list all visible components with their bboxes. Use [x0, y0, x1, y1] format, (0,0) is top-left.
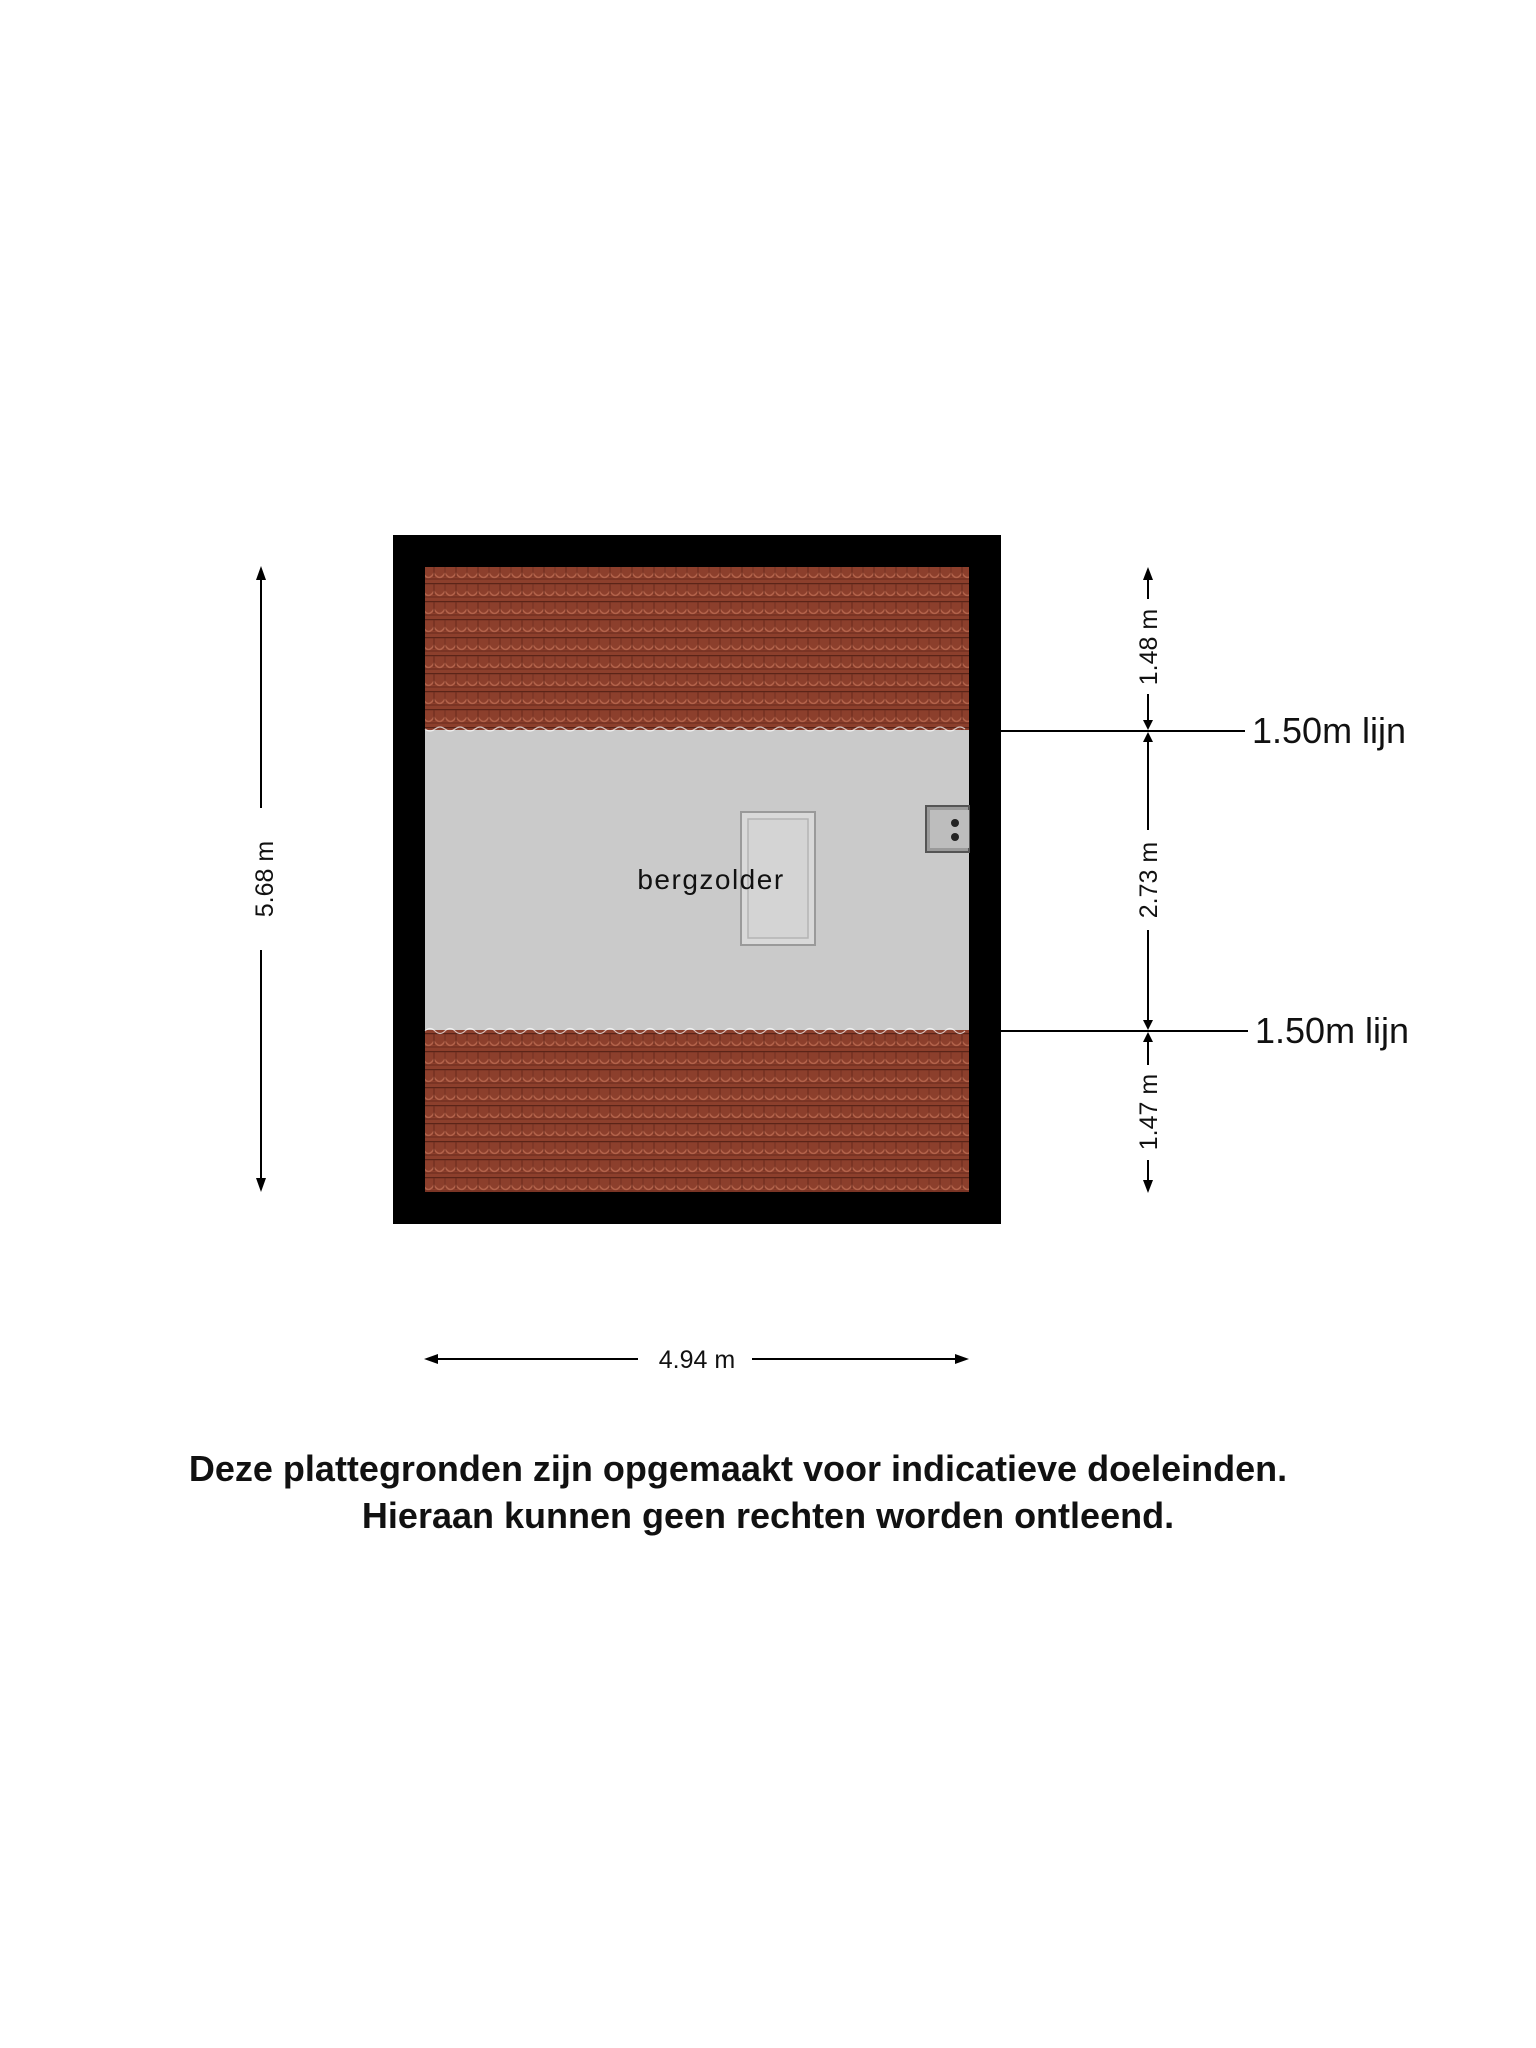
roof-tiles-bottom: [425, 1030, 969, 1192]
depth-dimension-label: 5.68 m: [251, 840, 279, 918]
disclaimer: [0, 1445, 1536, 1539]
vent-pipe-icon: [926, 806, 969, 852]
bottom-segment-label: 1.47 m: [1135, 1073, 1163, 1151]
height-line-bottom-label: 1.50m lijn: [1255, 1010, 1410, 1051]
middle-segment-label: 2.73 m: [1135, 841, 1163, 919]
height-line-top-label: 1.50m lijn: [1252, 710, 1407, 751]
disclaimer-line-1: Deze plattegronden zijn opgemaakt voor indicatieve doeleinden.: [188, 1448, 1288, 1489]
roof-tiles-top: [425, 567, 969, 730]
width-dimension-label: 4.94 m: [658, 1346, 736, 1374]
disclaimer-line-2: Hieraan kunnen geen rechten worden ontleend.: [361, 1495, 1175, 1536]
top-segment-label: 1.48 m: [1135, 608, 1163, 686]
room-label: bergzolder: [637, 864, 785, 895]
